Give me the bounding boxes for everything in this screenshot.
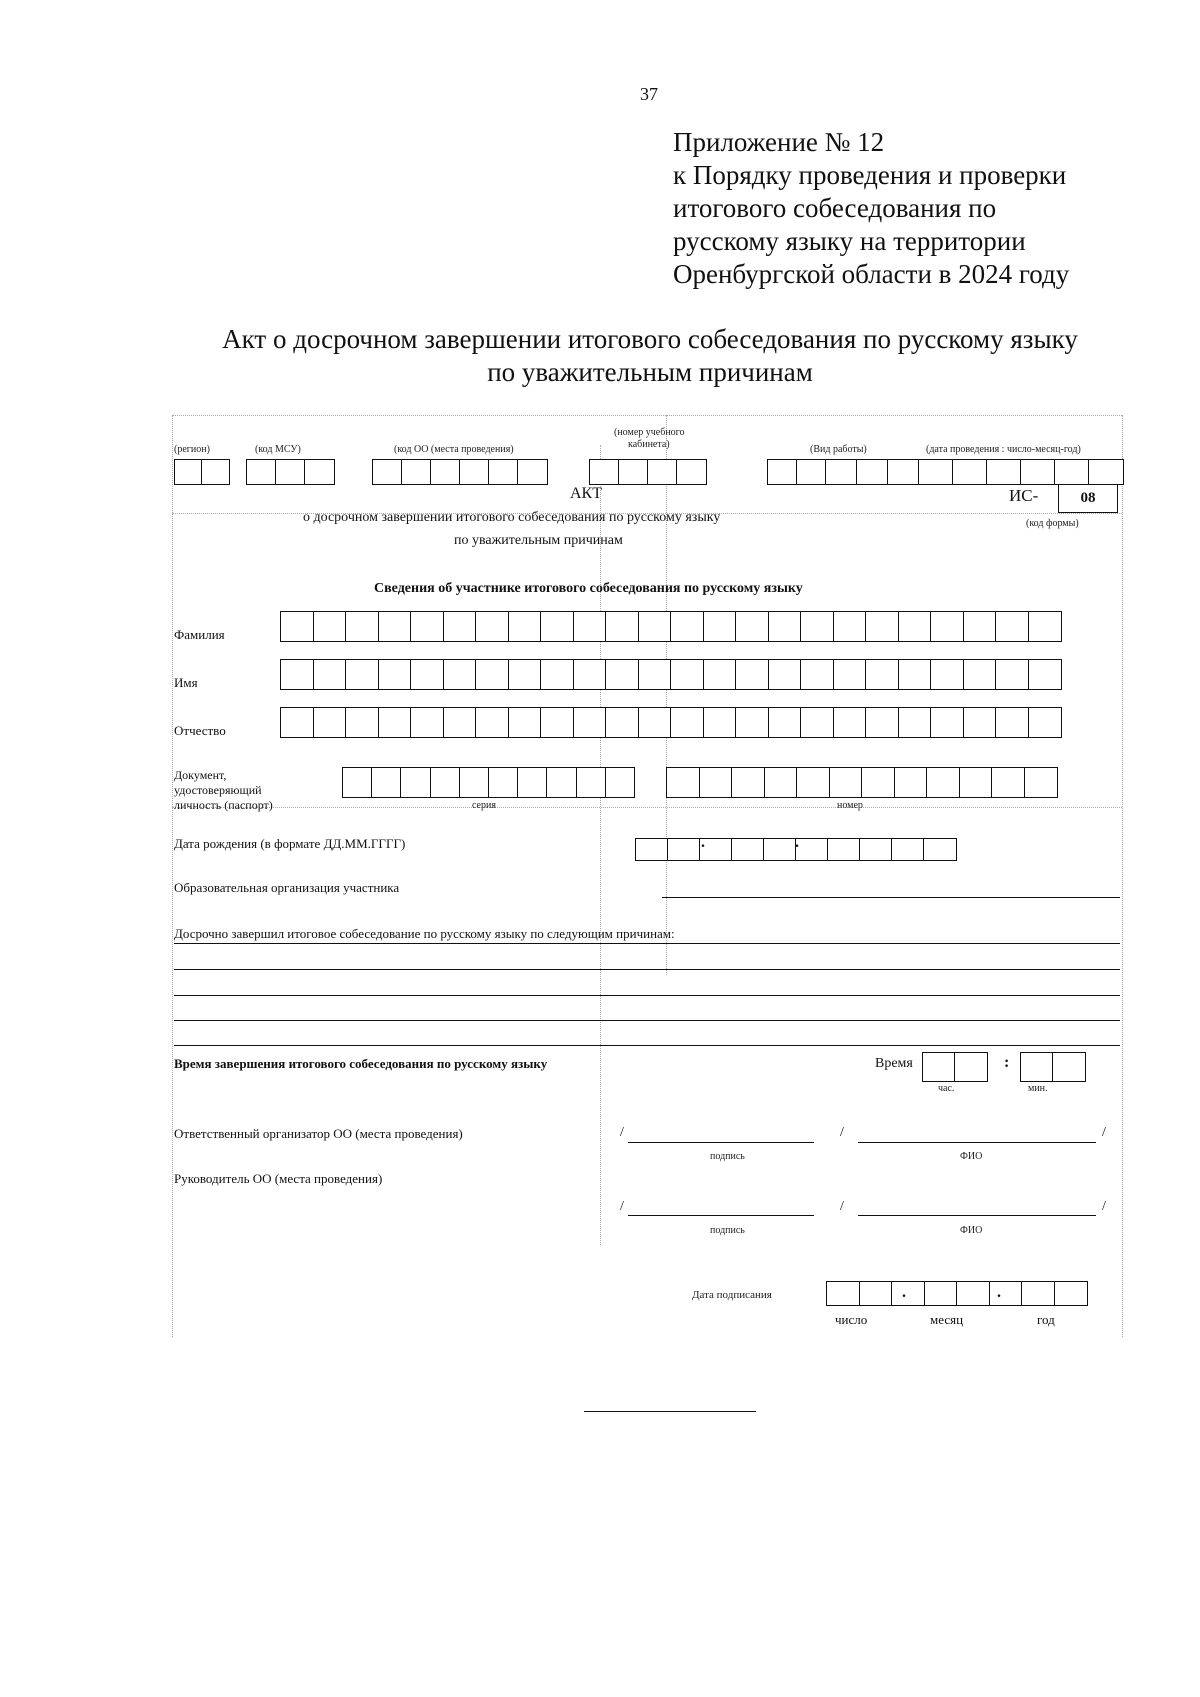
fio-caption: ФИО <box>960 1225 983 1236</box>
entry-cell[interactable] <box>280 707 314 738</box>
entry-cell[interactable] <box>635 838 669 861</box>
entry-cell[interactable] <box>1052 1052 1086 1082</box>
work-type-caption: (Вид работы) <box>810 444 867 455</box>
form-code-prefix: ИС- <box>1009 486 1039 505</box>
entry-cell[interactable] <box>573 659 607 690</box>
entry-cell[interactable] <box>540 611 574 642</box>
entry-cell[interactable] <box>459 767 490 798</box>
signature-caption: подпись <box>710 1225 745 1236</box>
signature-caption: подпись <box>710 1151 745 1162</box>
entry-cell[interactable] <box>991 767 1025 798</box>
entry-cell[interactable] <box>827 838 861 861</box>
entry-cell[interactable] <box>963 659 997 690</box>
entry-cell[interactable] <box>676 459 707 485</box>
act-subtitle-line1: о досрочном завершении итогового собеседования по русскому языку <box>303 510 721 525</box>
entry-cell[interactable] <box>670 707 704 738</box>
entry-cell[interactable] <box>703 707 737 738</box>
entry-cell[interactable] <box>922 1052 956 1082</box>
series-caption: серия <box>472 800 496 811</box>
entry-cell[interactable] <box>731 767 765 798</box>
entry-cell[interactable] <box>670 611 704 642</box>
entry-cell[interactable] <box>546 767 577 798</box>
entry-cell[interactable] <box>201 459 230 485</box>
oo-caption: (код ОО (места проведения) <box>394 444 514 455</box>
entry-cell[interactable] <box>475 707 509 738</box>
entry-cell[interactable] <box>647 459 678 485</box>
entry-cell[interactable] <box>833 707 867 738</box>
entry-cell[interactable] <box>378 611 412 642</box>
entry-cell[interactable] <box>735 659 769 690</box>
entry-cell[interactable] <box>345 659 379 690</box>
entry-cell[interactable] <box>1028 707 1062 738</box>
entry-cell[interactable] <box>865 707 899 738</box>
entry-cell[interactable] <box>930 707 964 738</box>
reasons-label: Досрочно завершил итоговое собеседование по русскому языку по следующим причинам: <box>174 926 675 941</box>
patronymic-label: Отчество <box>174 723 226 738</box>
document-label-line2: удостоверяющий <box>174 783 262 797</box>
form-guide <box>600 445 601 1245</box>
entry-cell[interactable] <box>1021 1281 1055 1306</box>
entry-cell[interactable] <box>865 611 899 642</box>
head-fio-line[interactable] <box>858 1215 1096 1216</box>
entry-cell[interactable] <box>275 459 306 485</box>
entry-cell[interactable] <box>826 1281 860 1306</box>
entry-cell[interactable] <box>573 611 607 642</box>
birth-date-label: Дата рождения (в формате ДД.ММ.ГГГГ) <box>174 836 406 851</box>
entry-cell[interactable] <box>859 1281 893 1306</box>
entry-cell[interactable] <box>825 459 858 485</box>
entry-cell[interactable] <box>796 459 827 485</box>
entry-cell[interactable] <box>401 459 432 485</box>
organizer-label: Ответственный организатор ОО (места проведения) <box>174 1126 463 1141</box>
entry-cell[interactable] <box>638 611 672 642</box>
entry-cell[interactable] <box>371 767 402 798</box>
entry-cell[interactable] <box>589 459 620 485</box>
entry-cell[interactable] <box>400 767 431 798</box>
entry-cell[interactable] <box>930 659 964 690</box>
act-subtitle-line2: по уважительным причинам <box>454 533 623 548</box>
cabinet-caption-line1: (номер учебного <box>614 427 685 438</box>
entry-cell[interactable] <box>475 659 509 690</box>
entry-cell[interactable] <box>430 459 461 485</box>
reasons-line[interactable] <box>174 1045 1120 1046</box>
entry-cell[interactable] <box>891 1281 925 1306</box>
surname-label: Фамилия <box>174 627 225 642</box>
organizer-signature-line[interactable] <box>628 1142 814 1143</box>
act-form <box>172 415 1130 1337</box>
entry-cell[interactable] <box>280 659 314 690</box>
entry-cell[interactable] <box>768 659 802 690</box>
entry-cell[interactable] <box>670 659 704 690</box>
entry-cell[interactable] <box>345 611 379 642</box>
form-code-caption: (код формы) <box>1026 518 1079 529</box>
entry-cell[interactable] <box>459 459 490 485</box>
number-caption: номер <box>837 800 863 811</box>
appendix-line: итогового собеседования по <box>673 193 997 223</box>
month-caption: месяц <box>930 1312 964 1327</box>
entry-cell[interactable] <box>372 459 403 485</box>
form-code-box: 08 <box>1058 484 1118 513</box>
document-title-line1: Акт о досрочном завершении итогового собеседования по русскому языку <box>222 324 1078 354</box>
msu-caption: (код МСУ) <box>255 444 301 455</box>
entry-cell[interactable] <box>767 459 798 485</box>
form-guide-top <box>172 415 1122 416</box>
entry-cell[interactable] <box>517 767 548 798</box>
entry-cell[interactable] <box>488 459 519 485</box>
time-separator: : <box>1004 1054 1010 1071</box>
entry-cell[interactable] <box>954 1052 988 1082</box>
birth-date-dot: . <box>701 834 705 851</box>
entry-cell[interactable] <box>667 838 701 861</box>
entry-cell[interactable] <box>930 611 964 642</box>
entry-cell[interactable] <box>898 707 932 738</box>
entry-cell[interactable] <box>956 1281 990 1306</box>
slash: / <box>840 1199 844 1214</box>
entry-cell[interactable] <box>410 611 444 642</box>
entry-cell[interactable] <box>763 838 797 861</box>
entry-cell[interactable] <box>986 459 1022 485</box>
end-time-label: Время завершения итогового собеседования по русскому языку <box>174 1056 548 1071</box>
entry-cell[interactable] <box>246 459 277 485</box>
entry-cell[interactable] <box>703 659 737 690</box>
entry-cell[interactable] <box>605 659 639 690</box>
entry-cell[interactable] <box>800 707 834 738</box>
slash: / <box>1102 1125 1106 1140</box>
entry-cell[interactable] <box>1020 1052 1054 1082</box>
entry-cell[interactable] <box>924 1281 958 1306</box>
entry-cell[interactable] <box>891 838 925 861</box>
slash: / <box>1102 1199 1106 1214</box>
entry-cell[interactable] <box>345 707 379 738</box>
entry-cell[interactable] <box>861 767 895 798</box>
entry-cell[interactable] <box>378 707 412 738</box>
entry-cell[interactable] <box>517 459 548 485</box>
organization-input-line[interactable] <box>662 897 1120 898</box>
year-caption: год <box>1037 1312 1055 1327</box>
head-label: Руководитель ОО (места проведения) <box>174 1171 383 1186</box>
entry-cell[interactable] <box>1020 459 1056 485</box>
entry-cell[interactable] <box>410 659 444 690</box>
entry-cell[interactable] <box>378 659 412 690</box>
entry-cell[interactable] <box>768 707 802 738</box>
appendix-header <box>673 126 1113 291</box>
end-divider <box>584 1411 756 1412</box>
entry-cell[interactable] <box>764 767 798 798</box>
entry-cell[interactable] <box>865 659 899 690</box>
entry-cell[interactable] <box>926 767 960 798</box>
entry-cell[interactable] <box>898 611 932 642</box>
document-label-line1: Документ, <box>174 768 227 782</box>
entry-cell[interactable] <box>605 707 639 738</box>
name-label: Имя <box>174 675 198 690</box>
form-guide <box>172 807 1122 808</box>
entry-cell[interactable] <box>959 767 993 798</box>
entry-cell[interactable] <box>313 611 347 642</box>
document-title <box>180 323 1120 389</box>
entry-cell[interactable] <box>833 611 867 642</box>
entry-cell[interactable] <box>638 707 672 738</box>
entry-cell[interactable] <box>573 707 607 738</box>
entry-cell[interactable] <box>735 611 769 642</box>
entry-cell[interactable] <box>475 611 509 642</box>
reasons-line[interactable] <box>174 943 1120 944</box>
entry-cell[interactable] <box>1028 611 1062 642</box>
page-number: 37 <box>640 84 658 104</box>
entry-cell[interactable] <box>800 611 834 642</box>
entry-cell[interactable] <box>703 611 737 642</box>
time-label: Время <box>875 1056 913 1071</box>
entry-cell[interactable] <box>443 707 477 738</box>
entry-cell[interactable] <box>898 659 932 690</box>
form-guide-left <box>172 415 173 1337</box>
entry-cell[interactable] <box>430 767 461 798</box>
entry-cell[interactable] <box>894 767 928 798</box>
slash: / <box>620 1199 624 1214</box>
entry-cell[interactable] <box>540 707 574 738</box>
entry-cell[interactable] <box>796 767 830 798</box>
entry-cell[interactable] <box>576 767 607 798</box>
entry-cell[interactable] <box>952 459 988 485</box>
entry-cell[interactable] <box>342 767 373 798</box>
document-label-line3: личность (паспорт) <box>174 798 273 812</box>
entry-cell[interactable] <box>508 707 542 738</box>
entry-cell[interactable] <box>829 767 863 798</box>
hours-caption: час. <box>938 1083 955 1094</box>
entry-cell[interactable] <box>768 611 802 642</box>
fio-caption: ФИО <box>960 1151 983 1162</box>
form-guide <box>666 415 667 975</box>
act-title: АКТ <box>570 485 602 502</box>
head-signature-line[interactable] <box>628 1215 814 1216</box>
entry-cell[interactable] <box>699 767 733 798</box>
date-caption: (дата проведения : число-месяц-год) <box>926 444 1081 455</box>
entry-cell[interactable] <box>638 659 672 690</box>
entry-cell[interactable] <box>856 459 889 485</box>
entry-cell[interactable] <box>174 459 203 485</box>
entry-cell[interactable] <box>313 659 347 690</box>
minutes-caption: мин. <box>1028 1083 1048 1094</box>
entry-cell[interactable] <box>859 838 893 861</box>
appendix-line: к Порядку проведения и проверки <box>673 160 1067 190</box>
cabinet-caption-line2: кабинета) <box>628 439 670 450</box>
entry-cell[interactable] <box>508 611 542 642</box>
entry-cell[interactable] <box>304 459 335 485</box>
entry-cell[interactable] <box>833 659 867 690</box>
entry-cell[interactable] <box>800 659 834 690</box>
entry-cell[interactable] <box>666 767 700 798</box>
signing-date-dot: . <box>902 1284 906 1301</box>
entry-cell[interactable] <box>731 838 765 861</box>
entry-cell[interactable] <box>963 611 997 642</box>
entry-cell[interactable] <box>923 838 957 861</box>
document-title-line2: по уважительным причинам <box>487 357 813 387</box>
signing-date-dot: . <box>997 1284 1001 1301</box>
appendix-line: Приложение № 12 <box>673 127 885 157</box>
birth-date-dot: . <box>795 834 799 851</box>
signing-date-label: Дата подписания <box>692 1289 772 1301</box>
appendix-line: Оренбургской области в 2024 году <box>673 259 1070 289</box>
entry-cell[interactable] <box>508 659 542 690</box>
slash: / <box>840 1125 844 1140</box>
entry-cell[interactable] <box>313 707 347 738</box>
entry-cell[interactable] <box>963 707 997 738</box>
entry-cell[interactable] <box>618 459 649 485</box>
slash: / <box>620 1125 624 1140</box>
entry-cell[interactable] <box>605 767 636 798</box>
entry-cell[interactable] <box>443 611 477 642</box>
entry-cell[interactable] <box>605 611 639 642</box>
entry-cell[interactable] <box>1088 459 1124 485</box>
entry-cell[interactable] <box>735 707 769 738</box>
organization-label: Образовательная организация участника <box>174 880 400 895</box>
entry-cell[interactable] <box>887 459 920 485</box>
region-caption: (регион) <box>174 444 210 455</box>
entry-cell[interactable] <box>995 611 1029 642</box>
appendix-line: русскому языку на территории <box>673 226 1026 256</box>
entry-cell[interactable] <box>410 707 444 738</box>
entry-cell[interactable] <box>540 659 574 690</box>
entry-cell[interactable] <box>1024 767 1058 798</box>
entry-cell[interactable] <box>995 659 1029 690</box>
entry-cell[interactable] <box>795 838 829 861</box>
entry-cell[interactable] <box>280 611 314 642</box>
reasons-line[interactable] <box>174 995 1120 996</box>
entry-cell[interactable] <box>995 707 1029 738</box>
entry-cell[interactable] <box>443 659 477 690</box>
reasons-line[interactable] <box>174 969 1120 970</box>
entry-cell[interactable] <box>1054 1281 1088 1306</box>
participant-section-title: Сведения об участнике итогового собеседования по русскому языку <box>374 581 803 596</box>
reasons-line[interactable] <box>174 1020 1120 1021</box>
entry-cell[interactable] <box>1028 659 1062 690</box>
day-caption: число <box>835 1312 868 1327</box>
entry-cell[interactable] <box>1054 459 1090 485</box>
entry-cell[interactable] <box>989 1281 1023 1306</box>
entry-cell[interactable] <box>918 459 954 485</box>
entry-cell[interactable] <box>488 767 519 798</box>
organizer-fio-line[interactable] <box>858 1142 1096 1143</box>
form-guide-right <box>1122 415 1123 1337</box>
